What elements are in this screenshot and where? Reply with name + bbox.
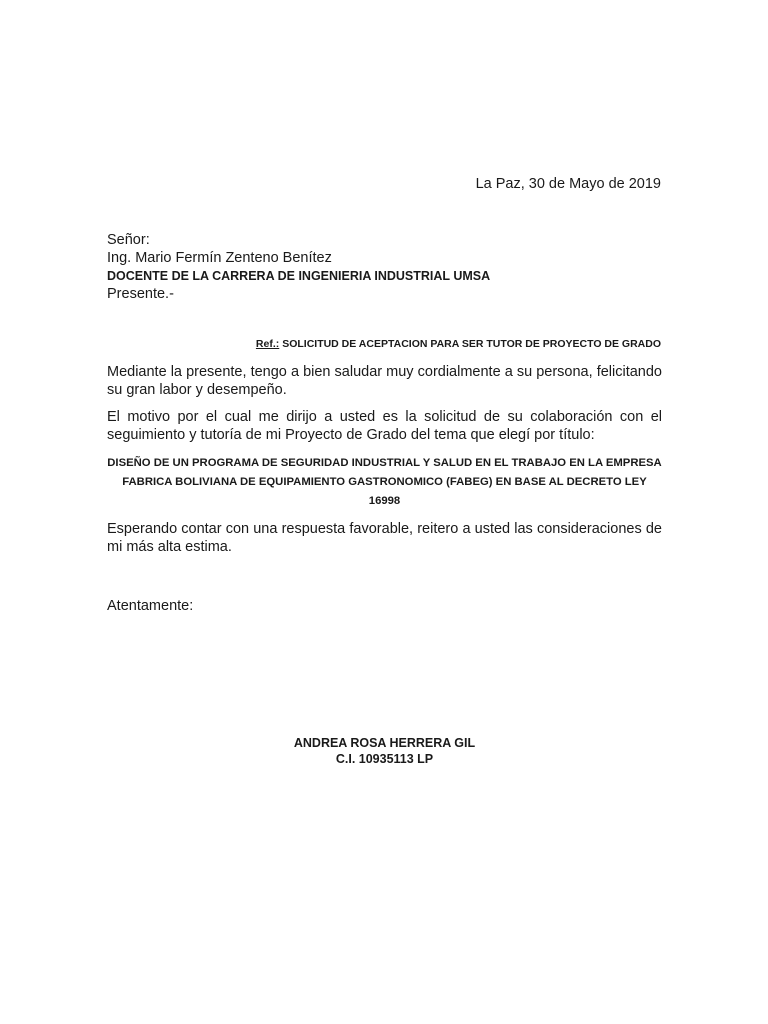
closing-line: Atentamente: <box>107 598 194 614</box>
paragraph-greeting: Mediante la presente, tengo a bien saludar muy cordialmente a su persona, felicitando su gran labor y desempeño. <box>107 364 662 398</box>
reference-label: Ref.: <box>255 338 280 350</box>
reference-line <box>256 337 661 351</box>
signature-id: C.I. 10935113 LP <box>335 752 434 766</box>
paragraph-farewell: Esperando contar con una respuesta favorable, reitero a usted las consideraciones de mi más alta estima. <box>107 521 662 555</box>
recipient-block <box>107 231 490 303</box>
signature-name: ANDREA ROSA HERRERA GIL <box>293 736 476 750</box>
thesis-title: DISEÑO DE UN PROGRAMA DE SEGURIDAD INDUSTRIAL Y SALUD EN EL TRABAJO EN LA EMPRESA FABRICA BOLIVIANA DE EQUIPAMIENTO GASTRONOMICO (FABEG) EN BASE AL DECRETO LEY 16998 <box>107 457 662 507</box>
date-line: La Paz, 30 de Mayo de 2019 <box>475 176 661 192</box>
signature-block <box>107 735 662 767</box>
recipient-presente: Presente.- <box>107 286 174 302</box>
recipient-name: Ing. Mario Fermín Zenteno Benítez <box>107 250 332 266</box>
recipient-salutation: Señor: <box>107 232 150 248</box>
reference-text: SOLICITUD DE ACEPTACION PARA SER TUTOR DE PROYECTO DE GRADO <box>282 338 661 350</box>
recipient-role: DOCENTE DE LA CARRERA DE INGENIERIA INDUSTRIAL UMSA <box>107 269 491 283</box>
paragraph-request: El motivo por el cual me dirijo a usted es la solicitud de su colaboración con el seguimiento y tutoría de mi Proyecto de Grado del tema que elegí por título: <box>107 409 662 443</box>
